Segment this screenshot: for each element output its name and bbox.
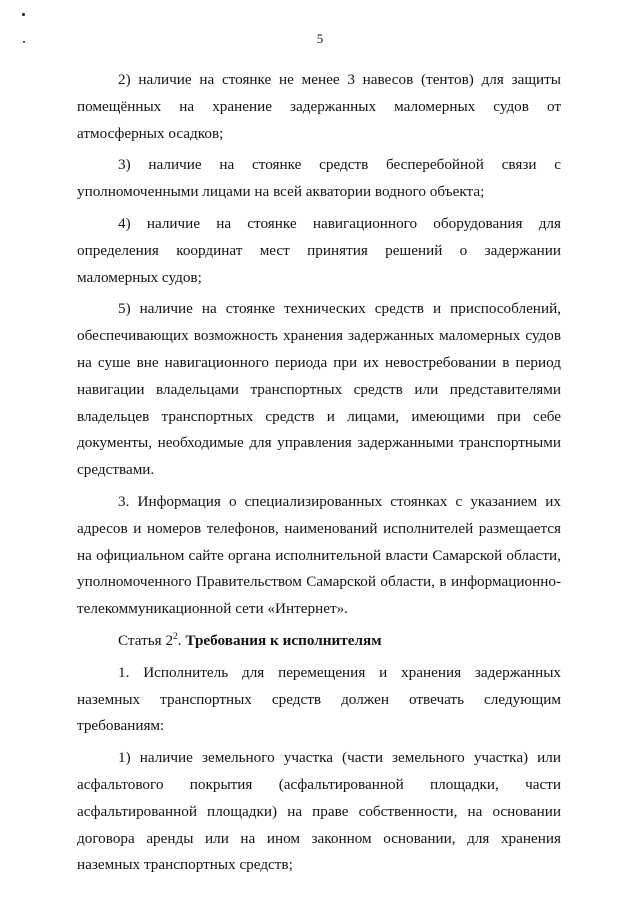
paragraph: 3. Информация о специализированных стоянках с указанием их адресов и номеров телефонов, наименований исполнителей размещается на официальном сайте органа исполнительной власти Самарской области, уполномоченного Правительством Самарской области, в информационно-телекоммуникационной сети «Интернет». xyxy=(77,492,561,618)
article-number: Статья 2 xyxy=(118,631,174,649)
paragraph: 1) наличие земельного участка (части земельного участка) или асфальтового покрытия (асфальтированной площадки, части асфальтированной площадки) на праве собственности, на основании договора аренды или на ином законном основании, для хранения наземных транспортных средств; xyxy=(77,749,561,874)
article-number-superscript: 2 xyxy=(173,631,178,642)
paragraph: 2) наличие на стоянке не менее 3 навесов (тентов) для защиты помещённых на хранение задержанных маломерных судов от атмосферных осадков; xyxy=(77,71,561,142)
page-number: 5 xyxy=(316,31,324,46)
paragraph: 4) наличие на стоянке навигационного оборудования для определения координат мест принятия решений о задержании маломерных судов; xyxy=(77,214,561,286)
document-body xyxy=(77,67,561,884)
article-heading xyxy=(77,628,561,655)
paragraph: 1. Исполнитель для перемещения и хранения задержанных наземных транспортных средств должен отвечать следующим требованиям: xyxy=(77,663,561,735)
article-title: Требования к исполнителям xyxy=(185,631,382,649)
paragraph: 3) наличие на стоянке средств бесперебойной связи с уполномоченными лицами на всей акватории водного объекта; xyxy=(77,156,561,201)
scan-speck xyxy=(22,13,25,16)
article-separator: . xyxy=(177,631,186,649)
paragraph: 5) наличие на стоянке технических средств и приспособлений, обеспечивающих возможность хранения задержанных маломерных судов на суше вне навигационного периода при их невостребовании в период навигации владельцами транспортных средств или представителями владельцев транспортных средств и лицами, имеющими при себе документы, необходимые для управления задержанными транспортными средствами. xyxy=(77,300,561,479)
